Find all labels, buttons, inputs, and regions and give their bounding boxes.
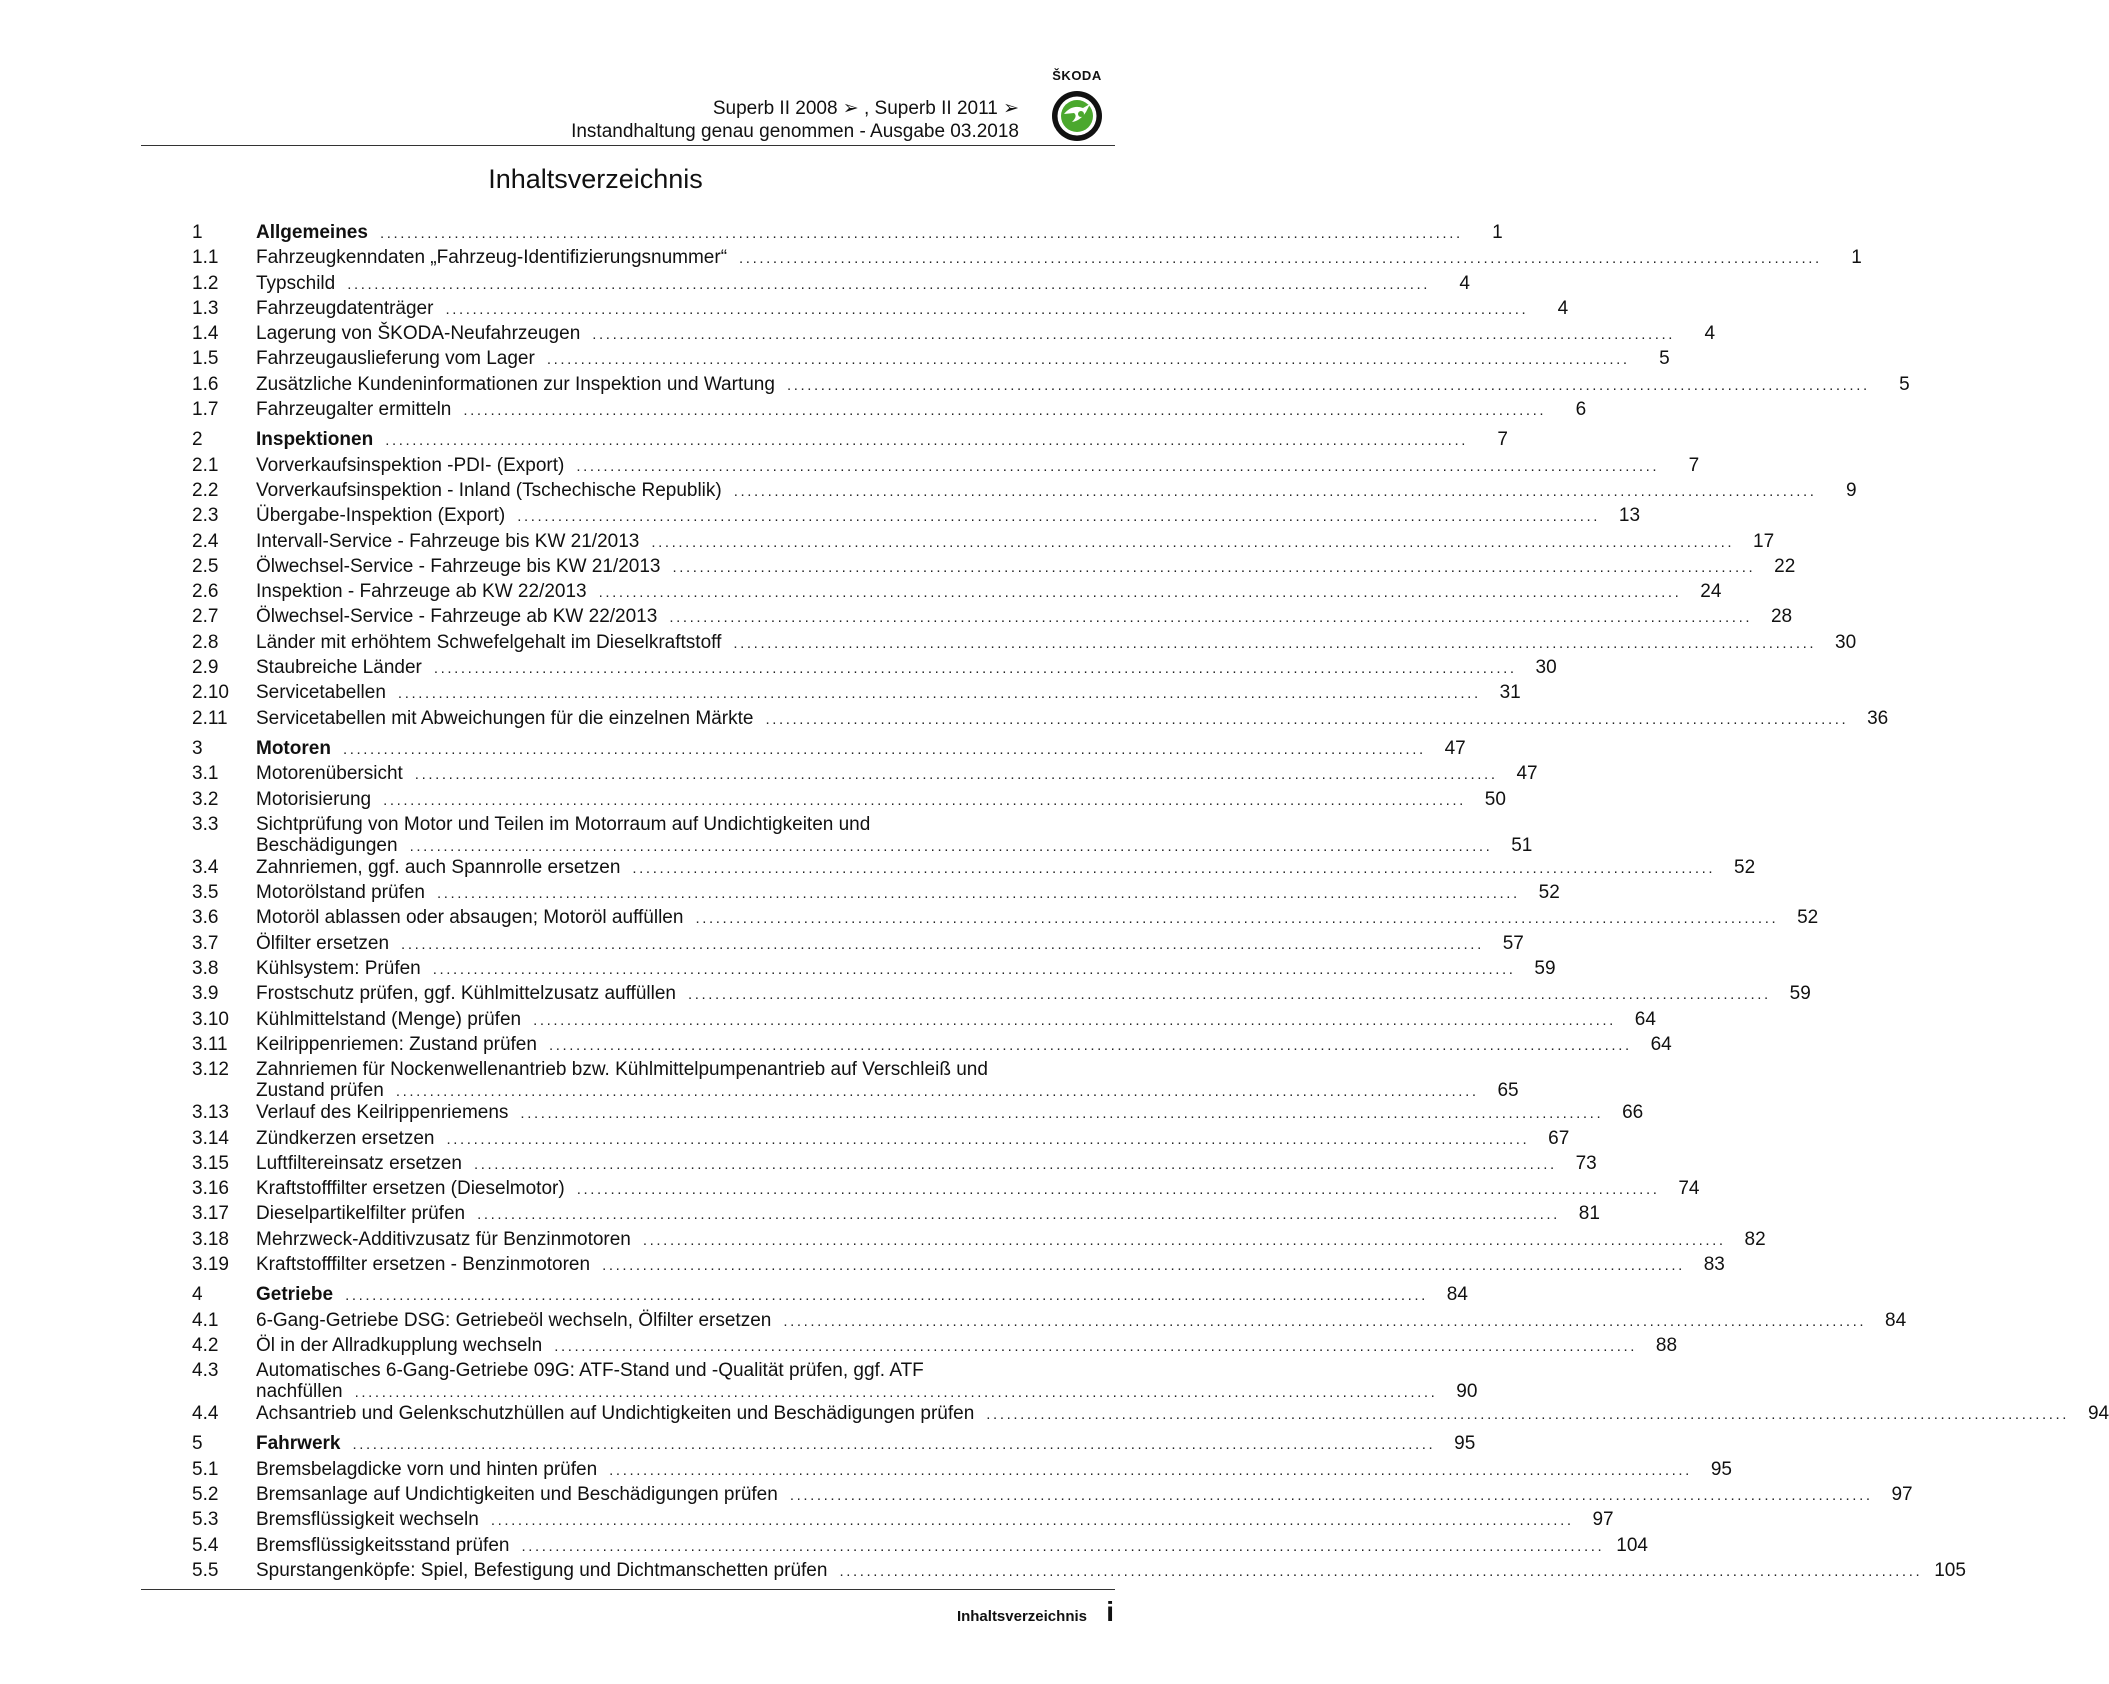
toc-entry-number: 2.6 [192, 581, 219, 603]
toc-entry-page: 73 [1575, 1152, 1597, 1174]
toc-dot-leader: ................................................................................................................................................................ [642, 1231, 1726, 1249]
toc-entry-page: 66 [1622, 1102, 1644, 1124]
toc-entry-page: 95 [1454, 1433, 1476, 1455]
page-title: Inhaltsverzeichnis [488, 164, 703, 194]
toc-dot-leader: ................................................................................................................................................................ [385, 432, 1468, 450]
toc-entry-number: 2.9 [192, 657, 219, 679]
toc-entry[interactable] [192, 530, 1775, 556]
toc-chapter-heading[interactable] [192, 737, 1466, 763]
toc-entry-page: 5 [1659, 348, 1670, 370]
toc-entry-number: 4 [192, 1284, 203, 1306]
toc-dot-leader: ................................................................................................................................................................ [739, 250, 1822, 268]
toc-chapter-heading[interactable] [192, 1284, 1468, 1309]
toc-entry-number: 3.12 [192, 1059, 229, 1081]
toc-entry[interactable] [192, 272, 1470, 298]
toc-entry-title: nachfüllen [256, 1381, 343, 1403]
toc-dot-leader: ................................................................................................................................................................ [409, 837, 1493, 855]
toc-entry-number: 5 [192, 1433, 203, 1455]
footer-divider [141, 1589, 1115, 1590]
toc-entry-title: Getriebe [256, 1284, 334, 1306]
toc-entry[interactable] [192, 983, 1811, 1008]
toc-entry-page: 104 [1616, 1534, 1648, 1556]
toc-entry-number: 5.5 [192, 1559, 219, 1581]
toc-entry[interactable] [192, 788, 1506, 814]
toc-entry-page: 82 [1744, 1228, 1766, 1250]
toc-entry-title: Motorenübersicht [256, 763, 403, 785]
toc-entry-title: Spurstangenköpfe: Spiel, Befestigung und Dichtmanschetten prüfen [256, 1559, 828, 1581]
toc-entry[interactable] [192, 323, 1716, 348]
toc-entry-number: 3.8 [192, 958, 219, 980]
toc-dot-leader: ................................................................................................................................................................ [733, 634, 1817, 652]
skoda-logo-icon [1050, 89, 1104, 143]
toc-entry-number: 2.7 [192, 606, 219, 628]
toc-entry-title: Bremsflüssigkeitsstand prüfen [256, 1534, 510, 1556]
table-of-contents [192, 222, 2109, 1585]
toc-entry-title: Dieselpartikelfilter prüfen [256, 1203, 466, 1225]
toc-entry-title: Ölwechsel-Service - Fahrzeuge bis KW 21/2013 [256, 555, 661, 577]
toc-entry[interactable] [192, 856, 1756, 882]
toc-entry[interactable] [192, 1228, 1766, 1254]
toc-entry-title: Kraftstofffilter ersetzen - Benzinmotoren [256, 1253, 591, 1275]
toc-entry-page: 59 [1534, 958, 1556, 980]
toc-entry-page: 5 [1899, 373, 1910, 395]
toc-entry-title: Zahnriemen für Nockenwellenantrieb bzw. Kühlmittelpumpenantrieb auf Verschleiß und [256, 1059, 988, 1081]
toc-dot-leader: ................................................................................................................................................................ [463, 402, 1547, 420]
toc-entry-title: Allgemeines [256, 222, 368, 243]
skoda-brand [1037, 68, 1117, 143]
toc-entry-page: 9 [1845, 479, 1857, 501]
toc-entry-title: Intervall-Service - Fahrzeuge bis KW 21/2013 [256, 530, 640, 552]
toc-entry-title: Kühlsystem: Prüfen [256, 958, 421, 980]
toc-entry-number: 3.3 [192, 813, 219, 835]
toc-entry-page: 64 [1634, 1008, 1656, 1030]
toc-entry-number: 4.2 [192, 1334, 219, 1356]
header-divider [141, 145, 1115, 146]
toc-entry-title: Servicetabellen mit Abweichungen für die einzelnen Märkte [256, 707, 754, 729]
toc-entry-number: 5.3 [192, 1509, 219, 1531]
toc-entry[interactable] [192, 813, 1533, 857]
toc-entry[interactable] [192, 907, 1819, 932]
toc-entry-page: 97 [1891, 1484, 1913, 1506]
toc-dot-leader: ................................................................................................................................................................ [490, 1512, 1574, 1530]
toc-entry-title: Motoröl ablassen oder absaugen; Motoröl auffüllen [256, 907, 684, 929]
toc-entry-number: 1.1 [192, 247, 219, 269]
toc-entry[interactable] [192, 657, 1557, 682]
toc-dot-leader: ................................................................................................................................................................ [401, 935, 1484, 953]
toc-entry-title: Öl in der Allradkupplung wechseln [256, 1334, 543, 1356]
toc-entry[interactable] [192, 606, 1793, 631]
toc-entry-title: Ölfilter ersetzen [256, 932, 390, 954]
toc-entry[interactable] [192, 505, 1641, 530]
toc-entry-page: 1 [1492, 222, 1503, 243]
toc-entry-page: 7 [1688, 454, 1700, 476]
toc-entry-page: 30 [1835, 631, 1857, 653]
toc-entry[interactable] [192, 373, 1910, 399]
toc-entry-title: Vorverkaufsinspektion -PDI- (Export) [256, 454, 565, 476]
toc-entry-title: Typschild [256, 272, 336, 294]
toc-chapter-heading[interactable] [192, 1433, 1476, 1458]
toc-entry-page: 13 [1618, 505, 1641, 527]
toc-entry-number: 5.4 [192, 1534, 219, 1556]
toc-dot-leader: ................................................................................................................................................................ [546, 351, 1630, 369]
toc-entry-page: 64 [1650, 1033, 1672, 1055]
toc-entry-title: Fahrzeugauslieferung vom Lager [256, 348, 535, 370]
toc-chapter [192, 1433, 1966, 1585]
toc-entry-number: 3.4 [192, 856, 219, 878]
toc-dot-leader: ................................................................................................................................................................ [345, 1287, 1428, 1305]
toc-entry-number: 3.1 [192, 763, 219, 785]
toc-entry-title: Kühlmittelstand (Menge) prüfen [256, 1008, 522, 1030]
toc-entry-title: Fahrzeugkenndaten „Fahrzeug-Identifizierungsnummer“ [256, 247, 728, 269]
toc-entry-page: 50 [1484, 788, 1506, 810]
toc-entry[interactable] [192, 581, 1722, 606]
toc-entry-number: 4.4 [192, 1403, 219, 1425]
toc-dot-leader: ................................................................................................................................................................ [342, 740, 1426, 758]
toc-dot-leader: ................................................................................................................................................................ [783, 1312, 1867, 1330]
toc-entry-number: 3.5 [192, 882, 219, 904]
toc-entry-number: 3.18 [192, 1228, 229, 1250]
toc-entry-number: 2.2 [192, 479, 219, 501]
toc-entry-number: 1.6 [192, 373, 219, 395]
header-document-edition: Instandhaltung genau genommen - Ausgabe 03.2018 [571, 121, 1019, 142]
toc-entry[interactable] [192, 1534, 1648, 1560]
header-vehicle-models: Superb II 2008 ➢ , Superb II 2011 ➢ [712, 98, 1019, 119]
toc-entry-title: Keilrippenriemen: Zustand prüfen [256, 1033, 537, 1055]
toc-dot-leader: ................................................................................................................................................................ [598, 584, 1682, 602]
toc-entry-page: 74 [1678, 1178, 1700, 1200]
toc-entry-number: 1.2 [192, 272, 219, 294]
toc-dot-leader: ................................................................................................................................................................ [576, 1181, 1660, 1199]
toc-entry-title: Staubreiche Länder [256, 657, 422, 679]
toc-entry-number: 3.7 [192, 932, 219, 954]
toc-entry-page: 4 [1557, 297, 1569, 319]
toc-dot-leader: ................................................................................................................................................................ [986, 1406, 2070, 1424]
toc-entry-title: Fahrwerk [256, 1433, 341, 1455]
toc-entry[interactable] [192, 1484, 1913, 1509]
toc-entry[interactable] [192, 479, 1857, 505]
toc-entry-page: 24 [1700, 581, 1722, 603]
toc-entry[interactable] [192, 932, 1524, 958]
toc-entry-page: 84 [1885, 1309, 1907, 1331]
toc-entry[interactable] [192, 1102, 1644, 1127]
toc-entry-title: Vorverkaufsinspektion - Inland (Tschechische Republik) [256, 479, 722, 501]
toc-entry-page: 90 [1456, 1381, 1478, 1403]
toc-entry-title: Zustand prüfen [256, 1080, 384, 1102]
toc-entry-number: 2 [192, 429, 203, 451]
toc-entry[interactable] [192, 682, 1521, 707]
toc-entry[interactable] [192, 882, 1560, 907]
toc-entry-page: 83 [1703, 1253, 1725, 1275]
toc-entry-page: 95 [1710, 1458, 1732, 1480]
toc-entry-page: 6 [1575, 399, 1587, 421]
toc-entry[interactable] [192, 348, 1670, 373]
toc-entry-number: 2.1 [192, 454, 219, 476]
toc-dot-leader: ................................................................................................................................................................ [414, 766, 1498, 784]
toc-entry-page: 22 [1774, 555, 1796, 577]
toc-chapter-heading[interactable] [192, 429, 1508, 454]
toc-entry-page: 4 [1704, 323, 1716, 345]
toc-entry-number: 3 [192, 737, 203, 759]
toc-entry-page: 67 [1548, 1127, 1570, 1149]
toc-dot-leader: ................................................................................................................................................................ [352, 1436, 1436, 1454]
toc-entry-number: 1.3 [192, 297, 219, 319]
toc-entry-page: 47 [1444, 737, 1466, 759]
toc-entry-title: Zahnriemen, ggf. auch Spannrolle ersetzen [256, 856, 621, 878]
toc-entry-title: Motoren [256, 737, 331, 759]
toc-entry[interactable] [192, 707, 1889, 733]
toc-entry-page: 52 [1538, 882, 1560, 904]
toc-entry-title: Luftfiltereinsatz ersetzen [256, 1152, 462, 1174]
toc-entry-page: 17 [1753, 530, 1775, 552]
toc-entry-title: Motorölstand prüfen [256, 882, 425, 904]
toc-entry[interactable] [192, 399, 1587, 424]
toc-dot-leader: ................................................................................................................................................................ [446, 1130, 1530, 1148]
toc-dot-leader: ................................................................................................................................................................ [786, 376, 1870, 394]
toc-chapter [192, 222, 1910, 424]
toc-entry-title: 6-Gang-Getriebe DSG: Getriebeöl wechseln, Ölfilter ersetzen [256, 1309, 772, 1331]
toc-entry-number: 5.2 [192, 1484, 219, 1506]
toc-entry-title: Zusätzliche Kundeninformationen zur Inspektion und Wartung [256, 373, 775, 395]
toc-entry-number: 4.1 [192, 1309, 219, 1331]
toc-dot-leader: ................................................................................................................................................................ [672, 558, 1756, 576]
toc-entry-title: Inspektionen [256, 429, 374, 451]
toc-entry[interactable] [192, 1033, 1672, 1059]
toc-dot-leader: ................................................................................................................................................................ [445, 300, 1529, 318]
toc-entry[interactable] [192, 454, 1700, 480]
toc-entry[interactable] [192, 247, 1862, 272]
toc-entry-number: 3.16 [192, 1178, 229, 1200]
toc-dot-leader: ................................................................................................................................................................ [669, 609, 1753, 627]
toc-entry-number: 5.1 [192, 1458, 219, 1480]
toc-entry-page: 97 [1592, 1509, 1614, 1531]
toc-entry-number: 3.6 [192, 907, 219, 929]
toc-dot-leader: ................................................................................................................................................................ [395, 1083, 1479, 1101]
toc-chapter [192, 737, 1819, 1279]
toc-entry[interactable] [192, 1127, 1570, 1153]
toc-entry-page: 84 [1446, 1284, 1468, 1306]
toc-entry-page: 52 [1797, 907, 1819, 929]
brand-name: ŠKODA [1052, 68, 1102, 83]
toc-entry-title: Achsantrieb und Gelenkschutzhüllen auf Undichtigkeiten und Beschädigungen prüfen [256, 1403, 975, 1425]
toc-chapter-heading[interactable] [192, 222, 1503, 247]
toc-entry-title: Lagerung von ŠKODA-Neufahrzeugen [256, 323, 581, 345]
toc-entry-page: 31 [1499, 682, 1521, 704]
toc-dot-leader: ................................................................................................................................................................ [687, 986, 1771, 1004]
toc-entry-title: Kraftstofffilter ersetzen (Dieselmotor) [256, 1178, 565, 1200]
toc-dot-leader: ................................................................................................................................................................ [695, 910, 1779, 928]
toc-entry[interactable] [192, 1309, 1907, 1335]
toc-entry[interactable] [192, 1559, 1966, 1585]
toc-entry-number: 3.10 [192, 1008, 229, 1030]
toc-entry-title: Bremsbelagdicke vorn und hinten prüfen [256, 1458, 598, 1480]
toc-entry-number: 2.10 [192, 682, 229, 704]
toc-dot-leader: ................................................................................................................................................................ [383, 791, 1466, 809]
toc-dot-leader: ................................................................................................................................................................ [592, 326, 1676, 344]
toc-entry-page: 57 [1502, 932, 1524, 954]
toc-dot-leader: ................................................................................................................................................................ [632, 859, 1716, 877]
toc-entry-title: Sichtprüfung von Motor und Teilen im Motorraum auf Undichtigkeiten und [256, 813, 871, 835]
toc-dot-leader: ................................................................................................................................................................ [609, 1461, 1692, 1479]
toc-entry-number: 1 [192, 222, 203, 243]
toc-entry[interactable] [192, 1458, 1732, 1484]
toc-dot-leader: ................................................................................................................................................................ [517, 508, 1601, 526]
toc-entry[interactable] [192, 1059, 1519, 1102]
toc-dot-leader: ................................................................................................................................................................ [602, 1256, 1685, 1274]
toc-entry-page: 105 [1934, 1559, 1966, 1581]
toc-dot-leader: ................................................................................................................................................................ [432, 961, 1516, 979]
toc-entry-page: 59 [1789, 983, 1811, 1005]
toc-entry-number: 3.17 [192, 1203, 229, 1225]
toc-entry-title: Inspektion - Fahrzeuge ab KW 22/2013 [256, 581, 587, 603]
toc-dot-leader: ................................................................................................................................................................ [397, 685, 1481, 703]
toc-entry[interactable] [192, 1403, 2109, 1428]
toc-dot-leader: ................................................................................................................................................................ [839, 1562, 1923, 1580]
toc-entry-number: 4.3 [192, 1360, 219, 1382]
toc-dot-leader: ................................................................................................................................................................ [789, 1487, 1873, 1505]
toc-entry[interactable] [192, 1203, 1600, 1228]
toc-dot-leader: ................................................................................................................................................................ [477, 1206, 1560, 1224]
toc-dot-leader: ................................................................................................................................................................ [347, 275, 1430, 293]
toc-entry-page: 94 [2087, 1403, 2109, 1425]
toc-entry-title: Bremsanlage auf Undichtigkeiten und Beschädigungen prüfen [256, 1484, 778, 1506]
toc-entry-title: Fahrzeugalter ermitteln [256, 399, 452, 421]
toc-dot-leader: ................................................................................................................................................................ [520, 1105, 1604, 1123]
toc-entry-number: 3.15 [192, 1152, 229, 1174]
toc-dot-leader: ................................................................................................................................................................ [651, 533, 1735, 551]
toc-entry-number: 2.4 [192, 530, 219, 552]
toc-entry[interactable] [192, 1360, 1478, 1403]
toc-dot-leader: ................................................................................................................................................................ [379, 225, 1463, 242]
toc-dot-leader: ................................................................................................................................................................ [765, 710, 1849, 728]
toc-entry[interactable] [192, 631, 1857, 657]
toc-entry-number: 1.7 [192, 399, 219, 421]
page-number: i [1106, 1596, 1114, 1627]
toc-entry-page: 36 [1867, 707, 1889, 729]
toc-entry-title: Automatisches 6-Gang-Getriebe 09G: ATF-Stand und -Qualität prüfen, ggf. ATF [256, 1360, 924, 1382]
toc-dot-leader: ................................................................................................................................................................ [354, 1384, 1438, 1402]
toc-entry-title: Servicetabellen [256, 682, 386, 704]
toc-entry-title: Ölwechsel-Service - Fahrzeuge ab KW 22/2013 [256, 606, 658, 628]
toc-entry-title: Verlauf des Keilrippenriemens [256, 1102, 509, 1124]
toc-dot-leader: ................................................................................................................................................................ [576, 457, 1660, 475]
toc-entry[interactable] [192, 1509, 1614, 1534]
toc-entry-number: 1.5 [192, 348, 219, 370]
toc-entry-number: 3.13 [192, 1102, 229, 1124]
toc-dot-leader: ................................................................................................................................................................ [433, 660, 1517, 678]
toc-entry[interactable] [192, 763, 1538, 788]
toc-entry-number: 2.3 [192, 505, 219, 527]
toc-entry-number: 3.9 [192, 983, 219, 1005]
toc-entry-page: 52 [1734, 856, 1756, 878]
toc-entry-title: Länder mit erhöhtem Schwefelgehalt im Dieselkraftstoff [256, 631, 722, 653]
toc-entry-title: Bremsflüssigkeit wechseln [256, 1509, 479, 1531]
toc-entry-title: Fahrzeugdatenträger [256, 297, 434, 319]
toc-entry-title: Übergabe-Inspektion (Export) [256, 505, 506, 527]
toc-chapter [192, 1284, 2109, 1428]
toc-entry[interactable] [192, 1008, 1656, 1034]
toc-entry-number: 3.19 [192, 1253, 229, 1275]
toc-entry-number: 3.2 [192, 788, 219, 810]
toc-entry[interactable] [192, 1152, 1597, 1178]
toc-entry-title: Beschädigungen [256, 834, 398, 856]
toc-entry[interactable] [192, 958, 1556, 983]
toc-entry[interactable] [192, 555, 1796, 581]
toc-entry[interactable] [192, 1253, 1725, 1279]
toc-entry-page: 4 [1459, 272, 1470, 294]
toc-entry-page: 65 [1497, 1080, 1519, 1102]
toc-entry-number: 3.14 [192, 1127, 229, 1149]
toc-chapter [192, 429, 1889, 733]
toc-dot-leader: ................................................................................................................................................................ [548, 1036, 1632, 1054]
footer-section-label: Inhaltsverzeichnis [956, 1608, 1087, 1625]
toc-dot-leader: ................................................................................................................................................................ [533, 1011, 1616, 1029]
toc-dot-leader: ................................................................................................................................................................ [733, 482, 1817, 500]
toc-entry[interactable] [192, 1334, 1678, 1360]
toc-dot-leader: ................................................................................................................................................................ [437, 885, 1520, 903]
toc-entry-number: 3.11 [192, 1033, 228, 1055]
toc-dot-leader: ................................................................................................................................................................ [521, 1537, 1605, 1555]
toc-entry-title: Frostschutz prüfen, ggf. Kühlmittelzusatz auffüllen [256, 983, 676, 1005]
toc-entry-number: 2.5 [192, 555, 219, 577]
toc-entry[interactable] [192, 297, 1569, 323]
toc-entry-page: 81 [1578, 1203, 1600, 1225]
toc-entry-title: Zündkerzen ersetzen [256, 1127, 435, 1149]
toc-dot-leader: ................................................................................................................................................................ [473, 1155, 1557, 1173]
toc-entry-page: 1 [1851, 247, 1862, 269]
toc-entry-number: 1.4 [192, 323, 219, 345]
toc-entry-page: 47 [1516, 763, 1538, 785]
toc-entry[interactable] [192, 1178, 1700, 1203]
toc-entry-page: 28 [1770, 606, 1793, 628]
toc-entry-page: 7 [1497, 429, 1508, 451]
toc-dot-leader: ................................................................................................................................................................ [554, 1337, 1638, 1355]
toc-entry-number: 2.11 [192, 707, 228, 729]
toc-entry-number: 2.8 [192, 631, 219, 653]
toc-entry-page: 30 [1535, 657, 1557, 679]
toc-entry-title: Mehrzweck-Additivzusatz für Benzinmotoren [256, 1228, 631, 1250]
toc-entry-title: Motorisierung [256, 788, 372, 810]
toc-entry-page: 51 [1511, 834, 1533, 856]
toc-entry-page: 88 [1655, 1334, 1678, 1356]
